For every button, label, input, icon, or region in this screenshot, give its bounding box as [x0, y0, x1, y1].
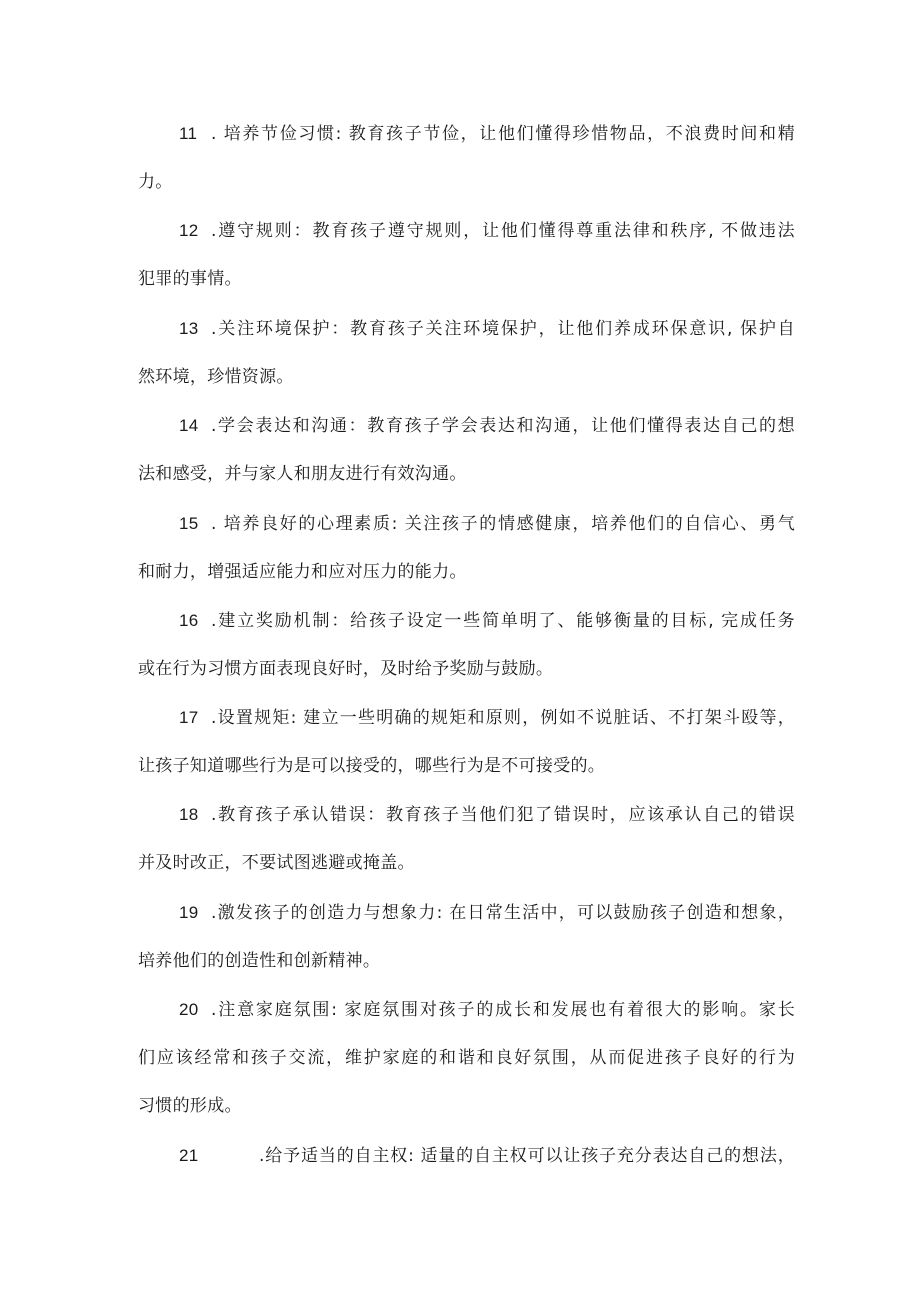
- item-text-line: .关注环境保护：教育孩子关注环境保护，让他们养成环保意识, 保护自: [211, 319, 795, 339]
- list-item-13: [138, 305, 795, 401]
- item-number: 21: [179, 1146, 199, 1165]
- item-number: 18: [179, 805, 199, 824]
- item-text-line: 让孩子知道哪些行为是可以接受的，哪些行为是不可接受的。: [138, 756, 606, 776]
- item-number: 14: [179, 416, 199, 435]
- item-number: 17: [179, 708, 199, 727]
- list-item-17: [138, 694, 795, 790]
- item-text-line: . 培养节俭习惯: 教育孩子节俭，让他们懂得珍惜物品，不浪费时间和精: [211, 124, 795, 144]
- item-text-line: .注意家庭氛围: 家庭氛围对孩子的成长和发展也有着很大的影响。家长: [211, 1000, 795, 1020]
- item-number: 11: [179, 124, 198, 143]
- item-number: 15: [179, 514, 199, 533]
- item-text-line: 法和感受，并与家人和朋友进行有效沟通。: [138, 464, 467, 484]
- list-item-11: [138, 110, 795, 206]
- item-text-line: 力。: [138, 172, 173, 192]
- list-item-18: [138, 791, 795, 887]
- item-text-line: .教育孩子承认错误：教育孩子当他们犯了错误时，应该承认自己的错误: [211, 805, 795, 825]
- list-item-14: [138, 402, 795, 498]
- item-text-line: .给予适当的自主权: 适量的自主权可以让孩子充分表达自己的想法，: [259, 1146, 795, 1166]
- item-text-line: .设置规矩: 建立一些明确的规矩和原则，例如不说脏话、不打架斗殴等，: [211, 708, 795, 728]
- list-item-19: [138, 889, 795, 985]
- item-number: 12: [179, 221, 199, 240]
- item-number: 13: [179, 319, 199, 338]
- item-text-line: 然环境，珍惜资源。: [138, 367, 294, 387]
- list-item-12: [138, 207, 795, 303]
- item-number: 20: [179, 1000, 199, 1019]
- item-text-line: .学会表达和沟通：教育孩子学会表达和沟通，让他们懂得表达自己的想: [211, 416, 795, 436]
- item-text-line: 犯罪的事情。: [138, 269, 242, 289]
- item-text-line: . 培养良好的心理素质: 关注孩子的情感健康，培养他们的自信心、勇气: [211, 514, 795, 534]
- item-text-line: .遵守规则：教育孩子遵守规则，让他们懂得尊重法律和秩序, 不做违法: [211, 221, 795, 241]
- item-number: 19: [179, 903, 199, 922]
- list-item-20: [138, 986, 795, 1130]
- item-text-line: 和耐力，增强适应能力和应对压力的能力。: [138, 562, 467, 582]
- list-item-21: [138, 1132, 795, 1180]
- item-number: 16: [179, 611, 199, 630]
- item-text-line: .建立奖励机制：给孩子设定一些简单明了、能够衡量的目标, 完成任务: [211, 611, 795, 631]
- list-item-16: [138, 597, 795, 693]
- item-text-line: 习惯的形成。: [138, 1096, 242, 1116]
- item-text-line: 培养他们的创造性和创新精神。: [138, 951, 381, 971]
- item-text-line: 并及时改正，不要试图逃避或掩盖。: [138, 853, 415, 873]
- item-text-line: 们应该经常和孩子交流，维护家庭的和谐和良好氛围，从而促进孩子良好的行为: [138, 1048, 795, 1068]
- item-text-line: .激发孩子的创造力与想象力: 在日常生活中，可以鼓励孩子创造和想象，: [211, 903, 795, 923]
- item-text-line: 或在行为习惯方面表现良好时，及时给予奖励与鼓励。: [138, 659, 554, 679]
- list-item-15: [138, 500, 795, 596]
